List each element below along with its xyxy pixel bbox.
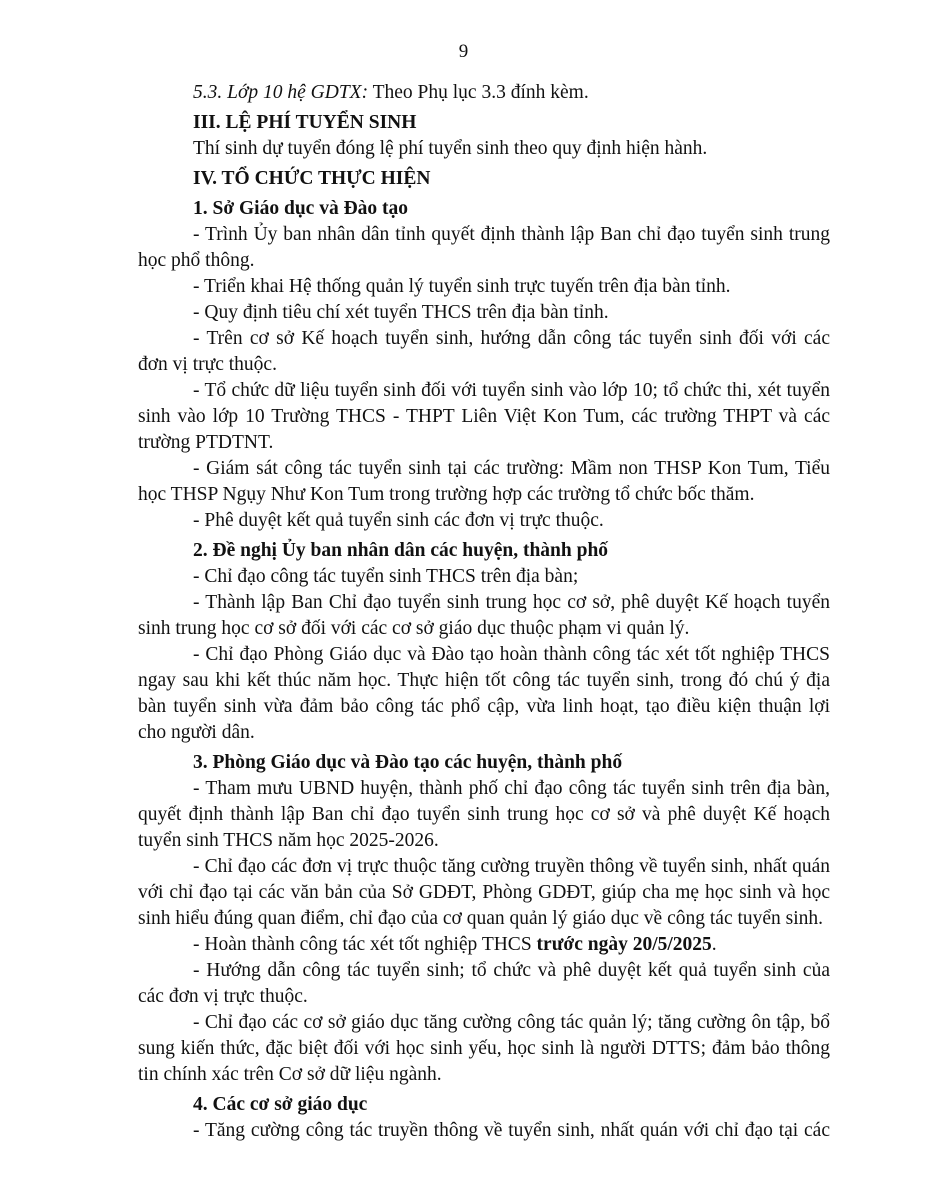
text-line-p8 [138,508,830,534]
text-line-p11c [138,694,830,720]
text-run: - Chỉ đạo các cơ sở giáo dục tăng cường công tác quản lý; tăng cường ôn tập, bổ [193,1012,830,1033]
section-heading-h4-4 [138,1092,830,1118]
text-line-p1 [138,136,830,162]
text-line-p12b [138,802,830,828]
text-run: tin chính xác trên Cơ sở dữ liệu ngành. [138,1064,442,1085]
document-body [138,80,830,1144]
text-run: sinh hiểu đúng quan điểm, chỉ đạo của cơ quan quản lý giáo dục về công tác tuyển sinh. [138,908,824,929]
text-line-s53 [138,80,830,106]
text-line-p10a [138,590,830,616]
text-line-p12c [138,828,830,854]
text-run: 1. Sở Giáo dục và Đào tạo [193,198,409,219]
text-run: học THSP Ngụy Như Kon Tum trong trường hợp các trường tổ chức bốc thăm. [138,484,755,505]
text-line-p11b [138,668,830,694]
text-run: 2. Đề nghị Ủy ban nhân dân các huyện, thành phố [193,540,609,561]
text-line-p10b [138,616,830,642]
text-line-p17a [138,1118,830,1144]
text-run: . [711,934,717,955]
text-line-p6a [138,378,830,404]
text-run: - Trình Ủy ban nhân dân tỉnh quyết định thành lập Ban chỉ đạo tuyển sinh trung [193,224,830,245]
text-line-p7a [138,456,830,482]
text-line-p3 [138,274,830,300]
section-heading-h3 [138,110,830,136]
text-run: - Trên cơ sở Kế hoạch tuyển sinh, hướng dẫn công tác tuyển sinh đối với các [193,328,830,349]
text-run: - Tổ chức dữ liệu tuyển sinh đối với tuyển sinh vào lớp 10; tổ chức thi, xét tuyển [193,380,830,401]
text-line-p7b [138,482,830,508]
section-heading-h4 [138,166,830,192]
text-run: bàn tuyển sinh vừa đảm bảo công tác phổ cập, vừa linh hoạt, tạo điều kiện thuận lợi [138,696,830,717]
text-run: Thí sinh dự tuyển đóng lệ phí tuyển sinh theo quy định hiện hành. [193,138,708,159]
text-run: - Chỉ đạo Phòng Giáo dục và Đào tạo hoàn thành công tác xét tốt nghiệp THCS [193,644,830,665]
text-line-p4 [138,300,830,326]
text-line-p11d [138,720,830,746]
text-run: 4. Các cơ sở giáo dục [193,1094,368,1115]
text-run: - Tham mưu UBND huyện, thành phố chỉ đạo công tác tuyển sinh trên địa bàn, [193,778,830,799]
page-number: 9 [458,41,469,62]
section-heading-h4-1 [138,196,830,222]
text-run: trường PTDTNT. [138,432,274,453]
text-run: tuyển sinh THCS năm học 2025-2026. [138,830,439,851]
text-run: đơn vị trực thuộc. [138,354,277,375]
text-line-p14 [138,932,830,958]
text-run: - Triển khai Hệ thống quản lý tuyển sinh trực tuyến trên địa bàn tỉnh. [193,276,731,297]
text-run: với chỉ đạo tại các văn bản của Sở GDĐT, Phòng GDĐT, giúp cha mẹ học sinh và học [138,882,830,903]
text-run: 3. Phòng Giáo dục và Đào tạo các huyện, thành phố [193,752,623,773]
text-run: cho người dân. [138,722,255,743]
text-line-p6b [138,404,830,430]
text-run: III. LỆ PHÍ TUYỂN SINH [193,112,417,133]
text-run: - Chỉ đạo các đơn vị trực thuộc tăng cường truyền thông về tuyển sinh, nhất quán [193,856,830,877]
text-run: trước ngày 20/5/2025 [536,934,712,955]
text-line-p9 [138,564,830,590]
text-run: sung kiến thức, đặc biệt đối với học sinh yếu, học sinh là người DTTS; đảm bảo thông [138,1038,830,1059]
text-line-p5b [138,352,830,378]
text-run: - Phê duyệt kết quả tuyển sinh các đơn vị trực thuộc. [193,510,604,531]
text-line-p16b [138,1036,830,1062]
text-line-p16a [138,1010,830,1036]
text-run: - Hoàn thành công tác xét tốt nghiệp THCS [193,934,537,955]
text-line-p13b [138,880,830,906]
text-run: sinh trung học cơ sở đối với các cơ sở giáo dục thuộc phạm vi quản lý. [138,618,690,639]
text-run: học phổ thông. [138,250,255,271]
text-run: - Tăng cường công tác truyền thông về tuyển sinh, nhất quán với chỉ đạo tại các [193,1120,830,1141]
text-line-p15a [138,958,830,984]
text-line-p11a [138,642,830,668]
text-run: Theo Phụ lục 3.3 đính kèm. [368,82,589,103]
text-run: 5.3. Lớp 10 hệ GDTX: [193,82,369,103]
text-line-p16c [138,1062,830,1088]
text-run: - Thành lập Ban Chỉ đạo tuyển sinh trung học cơ sở, phê duyệt Kế hoạch tuyển [193,592,830,613]
text-run: quyết định thành lập Ban chỉ đạo tuyển sinh trung học cơ sở và phê duyệt Kế hoạch [138,804,830,825]
text-line-p2a [138,222,830,248]
text-run: - Giám sát công tác tuyển sinh tại các trường: Mầm non THSP Kon Tum, Tiểu [193,458,830,479]
text-run: sinh vào lớp 10 Trường THCS - THPT Liên Việt Kon Tum, các trường THPT và các [138,406,830,427]
text-run: - Hướng dẫn công tác tuyển sinh; tổ chức và phê duyệt kết quả tuyển sinh của [193,960,830,981]
text-line-p15b [138,984,830,1010]
text-run: IV. TỔ CHỨC THỰC HIỆN [193,168,431,189]
text-line-p12a [138,776,830,802]
text-run: - Quy định tiêu chí xét tuyển THCS trên địa bàn tỉnh. [193,302,609,323]
text-line-p13a [138,854,830,880]
text-run: các đơn vị trực thuộc. [138,986,308,1007]
text-line-p2b [138,248,830,274]
text-line-p13c [138,906,830,932]
text-line-p5a [138,326,830,352]
text-run: - Chỉ đạo công tác tuyển sinh THCS trên địa bàn; [193,566,579,587]
text-line-p6c [138,430,830,456]
section-heading-h4-3 [138,750,830,776]
section-heading-h4-2 [138,538,830,564]
text-run: ngay sau khi kết thúc năm học. Thực hiện tốt công tác tuyển sinh, trong đó chú ý địa [138,670,830,691]
